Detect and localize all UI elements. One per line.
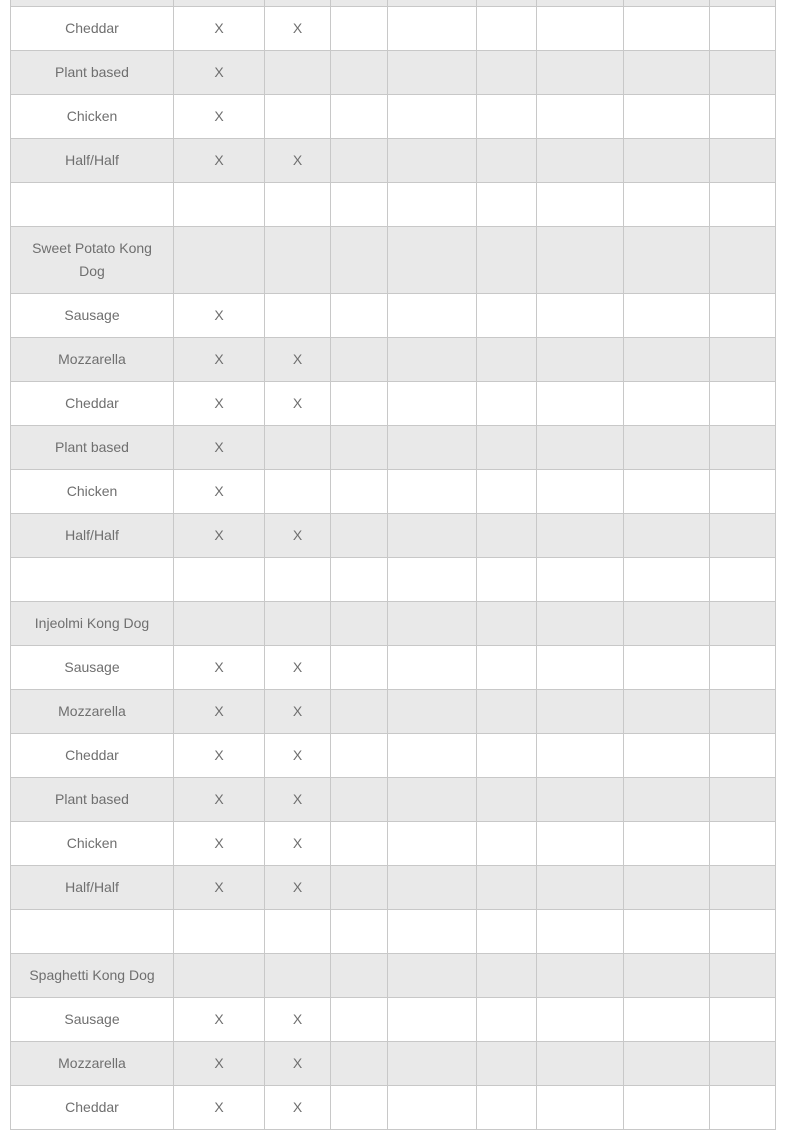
allergen-mark-cell: [537, 998, 624, 1042]
item-name-cell: Spaghetti Kong Dog: [11, 954, 174, 998]
allergen-mark-cell: [388, 954, 477, 998]
table-row: [11, 227, 776, 294]
allergen-mark-cell: [331, 690, 388, 734]
allergen-mark-cell: [537, 7, 624, 51]
allergen-mark-cell: X: [174, 1086, 265, 1130]
allergen-mark-cell: [388, 95, 477, 139]
allergen-mark-cell: [331, 866, 388, 910]
item-name-cell: Half/Half: [11, 514, 174, 558]
item-name-cell: Half/Half: [11, 866, 174, 910]
table-row: [11, 866, 776, 910]
table-row: [11, 910, 776, 954]
table-row: [11, 426, 776, 470]
allergen-mark-cell: X: [174, 470, 265, 514]
allergen-mark-cell: [710, 954, 776, 998]
allergen-mark-cell: [331, 7, 388, 51]
allergen-mark-cell: [537, 338, 624, 382]
allergen-mark-cell: [710, 602, 776, 646]
item-name-cell: [11, 183, 174, 227]
allergen-mark-cell: [477, 822, 537, 866]
table-row: [11, 51, 776, 95]
allergen-mark-cell: [388, 602, 477, 646]
allergen-mark-cell: [624, 1042, 710, 1086]
allergen-mark-cell: [624, 382, 710, 426]
allergen-mark-cell: [331, 382, 388, 426]
allergen-mark-cell: [388, 558, 477, 602]
allergen-mark-cell: [331, 734, 388, 778]
allergen-mark-cell: [710, 227, 776, 294]
allergen-mark-cell: [537, 294, 624, 338]
allergen-mark-cell: [477, 734, 537, 778]
item-name-cell: Cheddar: [11, 1086, 174, 1130]
allergen-mark-cell: [624, 294, 710, 338]
allergen-mark-cell: [477, 382, 537, 426]
allergen-mark-cell: [710, 7, 776, 51]
allergen-mark-cell: [331, 470, 388, 514]
item-name-cell: Half/Half: [11, 139, 174, 183]
allergen-mark-cell: [477, 910, 537, 954]
allergen-table: [10, 0, 776, 1130]
item-name-cell: Chicken: [11, 822, 174, 866]
allergen-mark-cell: [388, 998, 477, 1042]
allergen-mark-cell: [477, 690, 537, 734]
allergen-mark-cell: [331, 822, 388, 866]
allergen-mark-cell: [537, 822, 624, 866]
allergen-mark-cell: [174, 227, 265, 294]
allergen-mark-cell: X: [174, 382, 265, 426]
allergen-mark-cell: [477, 7, 537, 51]
allergen-mark-cell: [710, 646, 776, 690]
item-name-cell: Chicken: [11, 95, 174, 139]
allergen-mark-cell: X: [174, 866, 265, 910]
allergen-mark-cell: [265, 294, 331, 338]
table-row: [11, 95, 776, 139]
allergen-mark-cell: [710, 338, 776, 382]
allergen-mark-cell: X: [174, 139, 265, 183]
allergen-mark-cell: [710, 910, 776, 954]
allergen-mark-cell: [331, 646, 388, 690]
allergen-mark-cell: X: [265, 866, 331, 910]
table-row: [11, 382, 776, 426]
allergen-mark-cell: [174, 558, 265, 602]
item-name-cell: Cheddar: [11, 382, 174, 426]
allergen-mark-cell: [331, 1042, 388, 1086]
allergen-mark-cell: [388, 426, 477, 470]
allergen-mark-cell: [331, 514, 388, 558]
table-row: [11, 558, 776, 602]
allergen-mark-cell: [624, 998, 710, 1042]
allergen-mark-cell: [477, 998, 537, 1042]
allergen-mark-cell: [265, 51, 331, 95]
allergen-mark-cell: [477, 866, 537, 910]
allergen-mark-cell: X: [174, 95, 265, 139]
allergen-mark-cell: [265, 470, 331, 514]
allergen-mark-cell: X: [174, 778, 265, 822]
allergen-mark-cell: [624, 227, 710, 294]
item-name-cell: Mozzarella: [11, 690, 174, 734]
allergen-mark-cell: X: [265, 139, 331, 183]
allergen-mark-cell: [624, 558, 710, 602]
allergen-mark-cell: [331, 910, 388, 954]
allergen-mark-cell: [388, 734, 477, 778]
table-row: [11, 822, 776, 866]
allergen-mark-cell: [710, 294, 776, 338]
allergen-mark-cell: [537, 910, 624, 954]
allergen-mark-cell: [624, 338, 710, 382]
allergen-mark-cell: [477, 51, 537, 95]
allergen-mark-cell: X: [265, 7, 331, 51]
allergen-mark-cell: [331, 1086, 388, 1130]
allergen-mark-cell: [388, 646, 477, 690]
allergen-mark-cell: [265, 426, 331, 470]
allergen-mark-cell: [477, 95, 537, 139]
item-name-cell: Cheddar: [11, 734, 174, 778]
allergen-mark-cell: [710, 139, 776, 183]
allergen-mark-cell: [710, 514, 776, 558]
allergen-mark-cell: [331, 426, 388, 470]
table-row: [11, 734, 776, 778]
allergen-mark-cell: [710, 95, 776, 139]
allergen-mark-cell: [331, 954, 388, 998]
allergen-mark-cell: [388, 470, 477, 514]
item-name-cell: Chicken: [11, 470, 174, 514]
table-row: [11, 338, 776, 382]
allergen-mark-cell: [477, 778, 537, 822]
table-body: [11, 0, 776, 1130]
allergen-mark-cell: [265, 954, 331, 998]
allergen-mark-cell: [537, 470, 624, 514]
allergen-mark-cell: [388, 778, 477, 822]
allergen-mark-cell: [331, 95, 388, 139]
allergen-mark-cell: [174, 910, 265, 954]
allergen-mark-cell: [388, 822, 477, 866]
allergen-mark-cell: [477, 514, 537, 558]
allergen-mark-cell: [174, 954, 265, 998]
allergen-mark-cell: [710, 822, 776, 866]
allergen-mark-cell: [624, 7, 710, 51]
allergen-mark-cell: [331, 227, 388, 294]
allergen-mark-cell: [710, 690, 776, 734]
allergen-mark-cell: [331, 294, 388, 338]
allergen-mark-cell: [265, 183, 331, 227]
allergen-mark-cell: [331, 338, 388, 382]
allergen-mark-cell: [537, 1042, 624, 1086]
allergen-mark-cell: [537, 95, 624, 139]
allergen-mark-cell: [624, 646, 710, 690]
item-name-cell: Mozzarella: [11, 1042, 174, 1086]
allergen-mark-cell: X: [265, 382, 331, 426]
allergen-mark-cell: X: [265, 646, 331, 690]
allergen-mark-cell: X: [265, 998, 331, 1042]
allergen-mark-cell: [710, 183, 776, 227]
allergen-mark-cell: X: [174, 690, 265, 734]
allergen-mark-cell: [710, 778, 776, 822]
allergen-mark-cell: [624, 95, 710, 139]
allergen-mark-cell: X: [174, 822, 265, 866]
allergen-mark-cell: X: [174, 998, 265, 1042]
allergen-mark-cell: X: [265, 338, 331, 382]
allergen-mark-cell: [265, 95, 331, 139]
allergen-mark-cell: [537, 426, 624, 470]
item-name-cell: Sweet Potato Kong Dog: [11, 227, 174, 294]
allergen-mark-cell: X: [265, 690, 331, 734]
allergen-mark-cell: [477, 954, 537, 998]
allergen-mark-cell: [477, 183, 537, 227]
allergen-mark-cell: [624, 139, 710, 183]
allergen-mark-cell: [388, 382, 477, 426]
allergen-mark-cell: [537, 514, 624, 558]
table-row: [11, 954, 776, 998]
allergen-mark-cell: [388, 183, 477, 227]
allergen-mark-cell: [710, 426, 776, 470]
allergen-mark-cell: X: [265, 1086, 331, 1130]
allergen-mark-cell: [710, 51, 776, 95]
table-row: [11, 778, 776, 822]
allergen-mark-cell: [265, 227, 331, 294]
allergen-mark-cell: [174, 602, 265, 646]
table-row: [11, 7, 776, 51]
allergen-mark-cell: [537, 227, 624, 294]
allergen-mark-cell: [388, 7, 477, 51]
item-name-cell: [11, 558, 174, 602]
item-name-cell: Plant based: [11, 426, 174, 470]
allergen-mark-cell: [388, 139, 477, 183]
allergen-mark-cell: [624, 183, 710, 227]
item-name-cell: Sausage: [11, 998, 174, 1042]
allergen-mark-cell: [477, 1086, 537, 1130]
allergen-mark-cell: X: [265, 1042, 331, 1086]
item-name-cell: Sausage: [11, 646, 174, 690]
allergen-mark-cell: [624, 910, 710, 954]
allergen-mark-cell: [477, 646, 537, 690]
item-name-cell: [11, 910, 174, 954]
allergen-mark-cell: X: [174, 514, 265, 558]
allergen-mark-cell: [388, 866, 477, 910]
table-row: [11, 139, 776, 183]
table-row: [11, 514, 776, 558]
allergen-mark-cell: X: [174, 1042, 265, 1086]
allergen-mark-cell: [624, 690, 710, 734]
allergen-mark-cell: X: [174, 646, 265, 690]
allergen-table-container: [10, 0, 775, 1130]
allergen-mark-cell: X: [265, 734, 331, 778]
allergen-mark-cell: [537, 1086, 624, 1130]
table-row: [11, 998, 776, 1042]
table-row: [11, 470, 776, 514]
allergen-mark-cell: [388, 1042, 477, 1086]
table-row: [11, 183, 776, 227]
allergen-mark-cell: [388, 227, 477, 294]
allergen-mark-cell: X: [174, 426, 265, 470]
allergen-mark-cell: [710, 866, 776, 910]
table-row: [11, 1086, 776, 1130]
allergen-mark-cell: [537, 139, 624, 183]
allergen-mark-cell: [265, 558, 331, 602]
allergen-mark-cell: [624, 51, 710, 95]
allergen-mark-cell: [710, 734, 776, 778]
allergen-mark-cell: [477, 602, 537, 646]
table-row: [11, 1042, 776, 1086]
allergen-mark-cell: [477, 139, 537, 183]
allergen-mark-cell: X: [265, 778, 331, 822]
allergen-mark-cell: [388, 514, 477, 558]
allergen-mark-cell: [331, 998, 388, 1042]
allergen-mark-cell: [624, 602, 710, 646]
allergen-mark-cell: [477, 470, 537, 514]
allergen-mark-cell: [265, 910, 331, 954]
allergen-mark-cell: [265, 602, 331, 646]
allergen-mark-cell: [624, 1086, 710, 1130]
table-row: [11, 294, 776, 338]
table-row: [11, 646, 776, 690]
allergen-mark-cell: [537, 734, 624, 778]
allergen-mark-cell: [537, 382, 624, 426]
allergen-mark-cell: [624, 822, 710, 866]
allergen-mark-cell: [537, 646, 624, 690]
allergen-mark-cell: [537, 690, 624, 734]
allergen-mark-cell: [331, 778, 388, 822]
table-row: [11, 602, 776, 646]
allergen-mark-cell: X: [174, 7, 265, 51]
allergen-mark-cell: [710, 1042, 776, 1086]
table-row: [11, 690, 776, 734]
allergen-mark-cell: X: [174, 294, 265, 338]
allergen-mark-cell: [624, 470, 710, 514]
allergen-mark-cell: [710, 1086, 776, 1130]
allergen-mark-cell: [624, 778, 710, 822]
allergen-mark-cell: [624, 866, 710, 910]
allergen-mark-cell: [477, 338, 537, 382]
allergen-mark-cell: [537, 602, 624, 646]
allergen-mark-cell: [710, 998, 776, 1042]
allergen-mark-cell: X: [174, 338, 265, 382]
allergen-mark-cell: [331, 183, 388, 227]
item-name-cell: Plant based: [11, 778, 174, 822]
allergen-mark-cell: [477, 558, 537, 602]
item-name-cell: Plant based: [11, 51, 174, 95]
allergen-mark-cell: [710, 382, 776, 426]
allergen-mark-cell: [624, 954, 710, 998]
allergen-mark-cell: [624, 514, 710, 558]
allergen-mark-cell: [537, 778, 624, 822]
allergen-mark-cell: [537, 558, 624, 602]
item-name-cell: Sausage: [11, 294, 174, 338]
allergen-mark-cell: [331, 139, 388, 183]
allergen-mark-cell: X: [265, 514, 331, 558]
allergen-mark-cell: [537, 183, 624, 227]
allergen-mark-cell: [331, 602, 388, 646]
allergen-mark-cell: [477, 294, 537, 338]
allergen-mark-cell: [331, 51, 388, 95]
item-name-cell: Mozzarella: [11, 338, 174, 382]
allergen-mark-cell: [537, 51, 624, 95]
allergen-mark-cell: [388, 51, 477, 95]
allergen-mark-cell: [537, 954, 624, 998]
item-name-cell: Cheddar: [11, 7, 174, 51]
allergen-mark-cell: [331, 558, 388, 602]
allergen-mark-cell: [388, 1086, 477, 1130]
allergen-mark-cell: [388, 338, 477, 382]
allergen-mark-cell: [710, 558, 776, 602]
allergen-mark-cell: [710, 470, 776, 514]
allergen-mark-cell: [477, 1042, 537, 1086]
allergen-mark-cell: X: [174, 51, 265, 95]
allergen-mark-cell: [537, 866, 624, 910]
allergen-mark-cell: [388, 690, 477, 734]
allergen-mark-cell: [388, 910, 477, 954]
allergen-mark-cell: [624, 734, 710, 778]
allergen-mark-cell: [477, 426, 537, 470]
allergen-mark-cell: X: [265, 822, 331, 866]
allergen-mark-cell: [624, 426, 710, 470]
item-name-cell: Injeolmi Kong Dog: [11, 602, 174, 646]
allergen-mark-cell: [388, 294, 477, 338]
allergen-mark-cell: X: [174, 734, 265, 778]
allergen-mark-cell: [174, 183, 265, 227]
allergen-mark-cell: [477, 227, 537, 294]
